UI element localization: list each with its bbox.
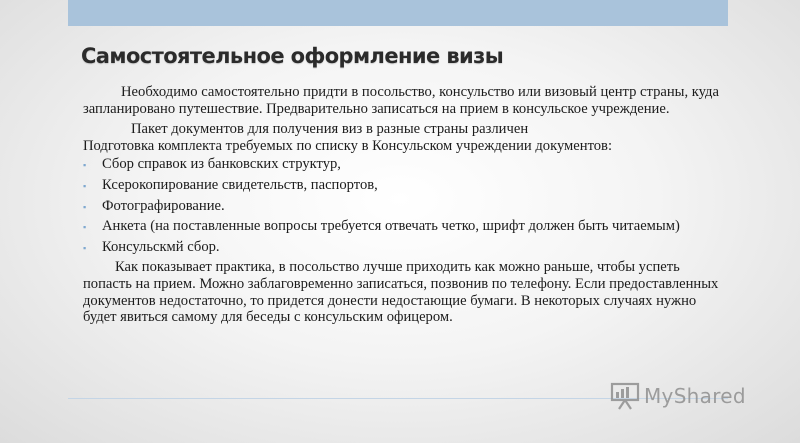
paragraph-3-text: Как показывает практика, в посольство лучше приходить как можно раньше, чтобы успеть попасть на прием. Можно заблаговременно записаться, позвонив по телефону. Если предоставленных документов недостаточно, то придется донести недостающие бумаги. В некоторых случаях нужно будет явиться самому для беседы с консульским офицером. xyxy=(83,259,719,326)
square-bullet-icon: ▪ xyxy=(83,201,87,212)
list-item xyxy=(83,218,723,235)
list-item xyxy=(83,198,723,215)
square-bullet-icon: ▪ xyxy=(83,160,87,171)
top-accent-bar xyxy=(68,0,728,26)
document-list xyxy=(83,156,723,255)
list-item xyxy=(83,239,723,256)
list-item xyxy=(83,177,723,194)
square-bullet-icon: ▪ xyxy=(83,180,87,191)
presentation-board-icon xyxy=(610,382,640,410)
slide-body xyxy=(83,84,723,326)
watermark xyxy=(610,381,746,411)
list-item-text: Ксерокопирование свидетельств, паспортов, xyxy=(102,176,378,193)
paragraph-2-line-1: Пакет документов для получения виз в разные страны различен xyxy=(131,121,529,138)
square-bullet-icon: ▪ xyxy=(83,222,87,233)
paragraph-2 xyxy=(83,121,723,154)
list-item-text: Анкета (на поставленные вопросы требуется отвечать четко, шрифт должен быть читаемым) xyxy=(102,218,680,235)
list-item-text: Сбор справок из банковских структур, xyxy=(102,156,341,173)
paragraph-2-line-2: Подготовка комплекта требуемых по списку в Консульском учреждении документов: xyxy=(83,137,613,154)
list-item-text: Фотографирование. xyxy=(102,197,225,214)
list-item-text: Консульскмй сбор. xyxy=(102,238,220,255)
slide-title: Самостоятельное оформление визы xyxy=(81,44,504,68)
square-bullet-icon: ▪ xyxy=(83,242,87,253)
list-item xyxy=(83,156,723,173)
watermark-text: MyShared xyxy=(644,384,746,408)
paragraph-3 xyxy=(83,259,723,325)
paragraph-1 xyxy=(83,84,723,117)
paragraph-1-text: Необходимо самостоятельно придти в посольство, консульство или визовый центр страны, куда запланировано путешествие. Предварительно записаться на прием в консульское учреждение. xyxy=(83,84,719,117)
